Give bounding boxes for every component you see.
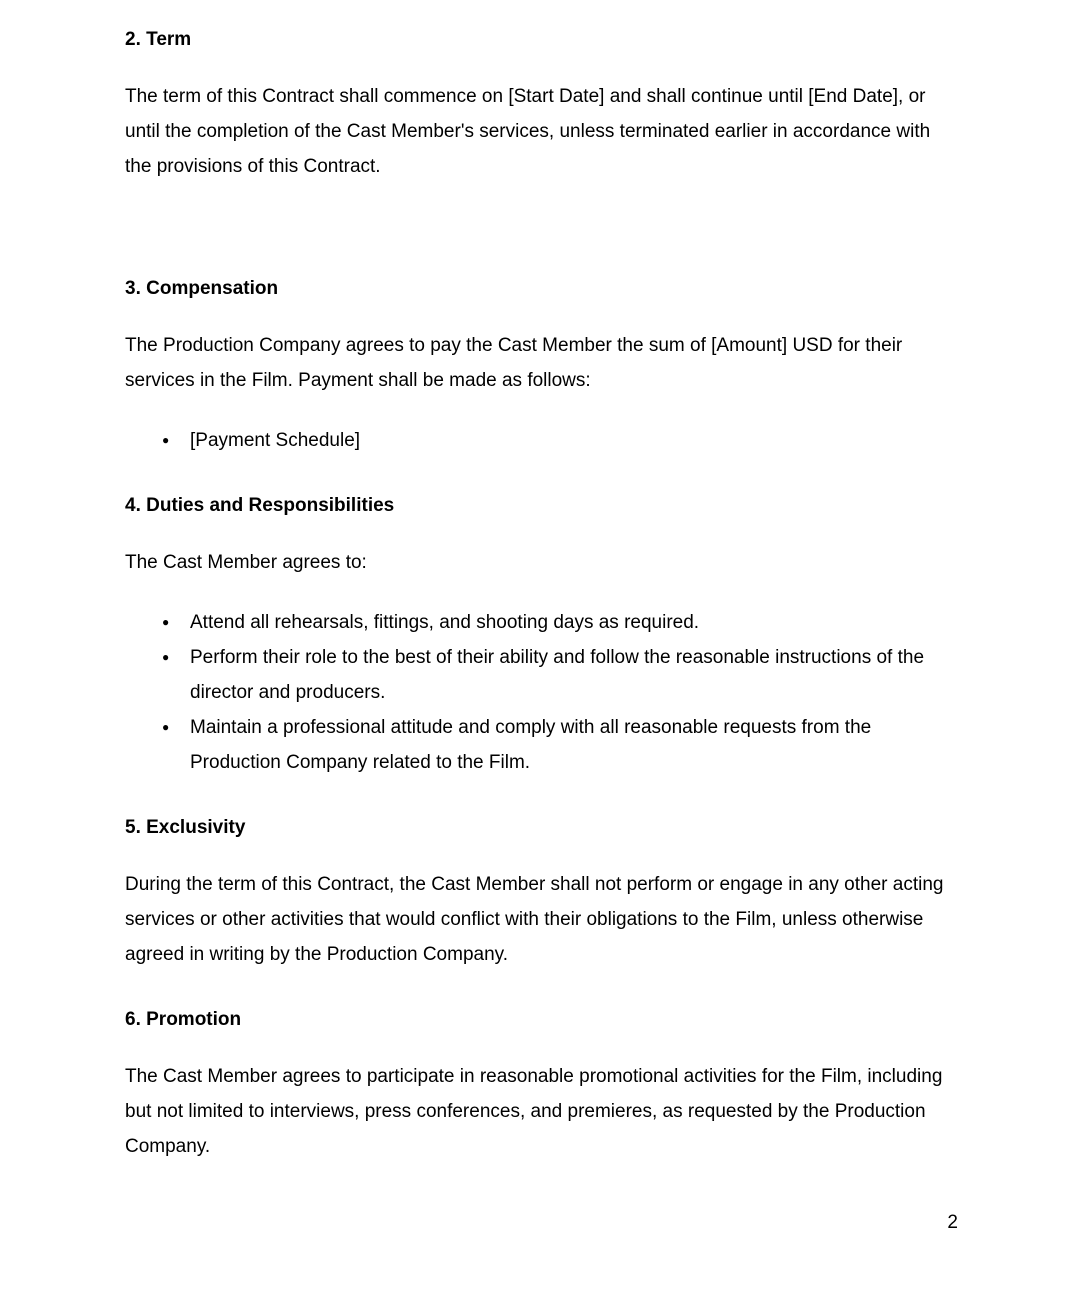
paragraph-exclusivity: During the term of this Contract, the Cast Member shall not perform or engage in any other acting services or other activities that would conflict with their obligations to the Film, unless otherwise agreed in writing by the Production Company. [125, 874, 944, 965]
section-compensation [125, 271, 958, 458]
section-heading-duties: 4. Duties and Responsibilities [125, 495, 395, 516]
list-item: ● [Payment Schedule] [190, 423, 958, 458]
paragraph-promotion: The Cast Member agrees to participate in reasonable promotional activities for the Film, including but not limited to interviews, press conferences, and premieres, as requested by the Production Company. [125, 1066, 943, 1157]
section-heading-promotion: 6. Promotion [125, 1009, 242, 1030]
paragraph-compensation: The Production Company agrees to pay the Cast Member the sum of [Amount] USD for their services in the Film. Payment shall be made as follows: [125, 335, 903, 391]
paragraph-term: The term of this Contract shall commence on [Start Date] and shall continue until [End Date], or until the completion of the Cast Member's services, unless terminated earlier in accordance with the provisions of this Contract. [125, 86, 931, 177]
section-heading-term: 2. Term [125, 29, 192, 50]
list-item: ● Maintain a professional attitude and comply with all reasonable requests from the Production Company related to the Film. [190, 710, 958, 780]
list-item: ● Perform their role to the best of their ability and follow the reasonable instructions of the director and producers. [190, 640, 958, 710]
duties-bullet-list [125, 605, 958, 780]
list-item: ● Attend all rehearsals, fittings, and shooting days as required. [190, 605, 958, 640]
section-promotion [125, 1002, 958, 1164]
section-duties [125, 488, 958, 780]
page-number: 2 [947, 1212, 958, 1233]
section-heading-compensation: 3. Compensation [125, 278, 279, 299]
paragraph-duties: The Cast Member agrees to: [125, 552, 367, 573]
section-heading-exclusivity: 5. Exclusivity [125, 817, 246, 838]
compensation-bullet-list [125, 423, 958, 458]
section-exclusivity [125, 810, 958, 972]
section-term [125, 22, 958, 184]
